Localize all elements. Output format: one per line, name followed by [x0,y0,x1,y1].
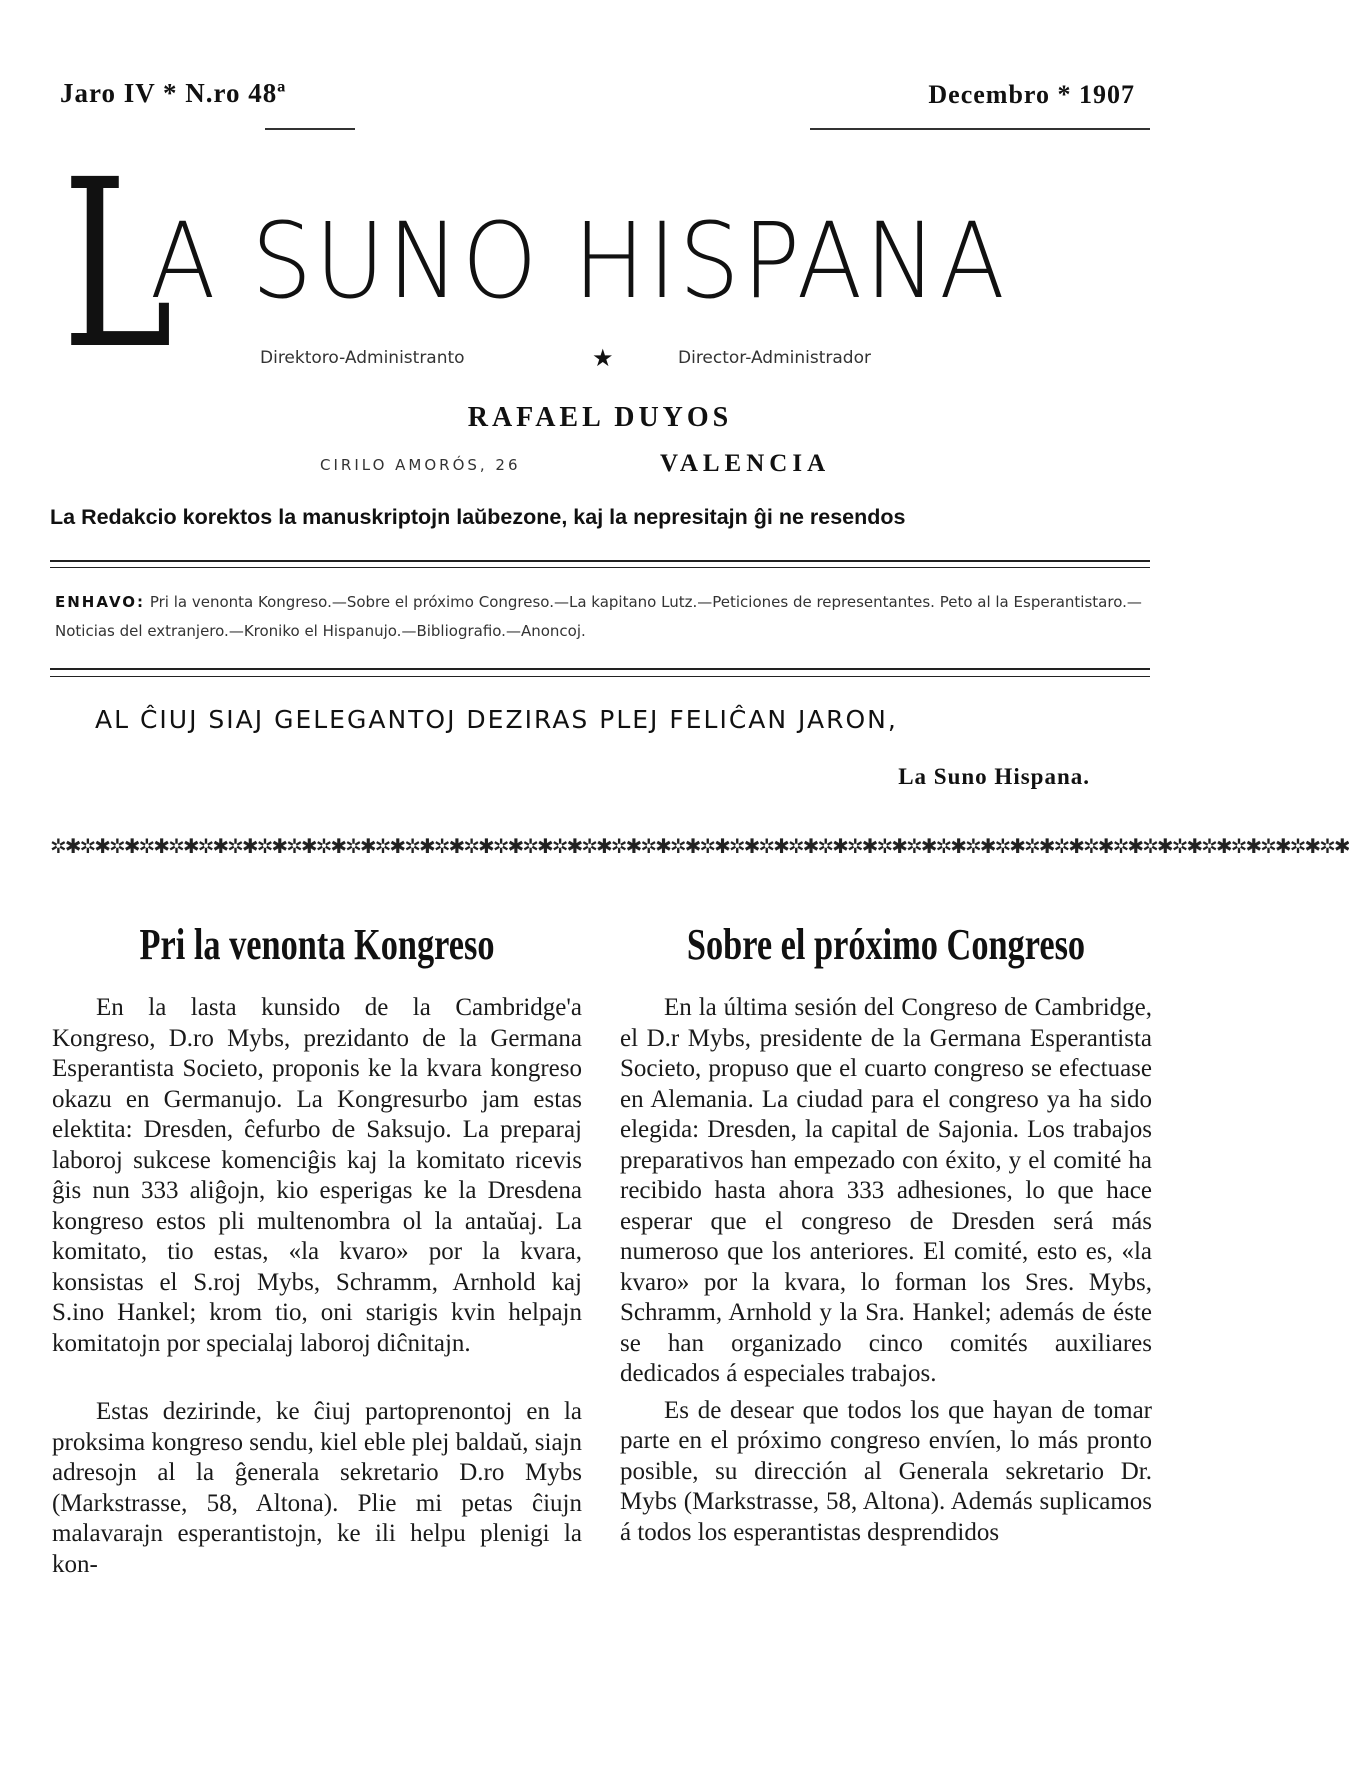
divider-rule [50,676,1150,677]
article-title: Pri la venonta Kongreso [139,920,495,969]
divider-rule [50,567,1150,568]
editor-name: RAFAEL DUYOS [467,402,733,433]
article-esperanto [52,915,582,1618]
divider-rule [50,560,1150,562]
star-icon: ★ [592,344,614,372]
editor-city: VALENCIA [660,450,831,477]
issue-date: Decembro * 1907 [928,80,1135,109]
header-underline-left [265,128,355,130]
masthead-title-text: A SUNO HISPANA [150,200,1008,322]
article-paragraph: Estas dezirinde, ke ĉiuj partoprenontoj en la proksima kongreso sendu, kiel eble plej baldaŭ, siajn adresojn al la ĝenerala sekretario D.ro Mybs (Markstrasse, 58, Altona). Plie mi petas ĉiujn malavarajn esperantistojn, ke ili helpu plenigi la kon- [52,1398,582,1578]
issue-number: Jaro IV * N.ro 48ª [60,78,287,108]
ornamental-border: ✲✱✲✱✲✱✲✱✲✱✲✱✲✱✲✱✲✱✲✱✲✱✲✱✲✱✲✱✲✱✲✱✲✱✲✱✲✱✲✱✲✱✲✱✲✱✲✱✲✱✲✱✲✱✲✱✲✱✲✱✲✱✲✱✲✱✲✱✲✱✲✱✲✱✲✱✲✱✲✱✲✱✲✱✲✱✲✱ [50,834,1349,858]
role-esperanto: Direktoro-Administranto [260,348,465,368]
header-underline-right [810,128,1150,130]
contents-text: Pri la venonta Kongreso.—Sobre el próximo Congreso.—La kapitano Lutz.—Peticiones de representantes. Peto al la Esperantistaro.—Noticias del extranjero.—Kroniko el Hispanujo.—Bibliografio.—Anoncoj. [55,593,1142,640]
article-paragraph: Es de desear que todos los que hayan de tomar parte en el próximo congreso envíen, lo más pronto posible, su dirección al Generala sekretario Dr. Mybs (Markstrasse, 58, Altona). Además suplicamos á todos los esperantistas desprendidos [620,1396,1152,1546]
greeting-signature: La Suno Hispana. [898,764,1090,789]
role-spanish: Director-Administrador [678,348,871,368]
divider-rule [50,668,1150,670]
contents-label: ENHAVO: [55,593,146,611]
editorial-notice: La Redakcio korektos la manuskriptojn laŭbezone, kaj la nepresitajn ĝi ne resendos [50,505,906,529]
article-spanish [620,915,1152,1554]
masthead-initial: L [62,130,173,400]
article-paragraph: En la lasta kunsido de la Cambridge'a Kongreso, D.ro Mybs, prezidanto de la Germana Esperantista Societo, proponis ke la kvara kongreso okazu en Germanujo. La Kongresurbo jam estas elektita: Dresden, ĉefurbo de Saksujo. La preparaj laboroj sukcese komenciĝis kaj la komitato ricevis ĝis nun 333 aliĝojn, kio esperigas ke la Dresdena kongreso estos pli multenombra ol la antaŭaj. La komitato, tio estas, «la kvaro» por la kvara, konsistas el S.roj Mybs, Schramm, Arnhold kaj S.ino Hankel; krom tio, oni starigis kvin helpajn komitatojn por specialaj laboroj diĉnitajn. [52,994,582,1357]
article-paragraph: En la última sesión del Congreso de Cambridge, el D.r Mybs, presidente de la Germana Esperantista Societo, propuso que el cuarto congreso se efectuase en Alemania. La ciudad para el congreso ya ha sido elegida: Dresden, la capital de Sajonia. Los trabajos preparativos han empezado con éxito, y el comité ha recibido hasta ahora 333 adhesiones, lo que hace esperar que el congreso de Dresden será más numeroso que los anteriores. El comité, esto es, «la kvaro» por la kvara, lo forman los Sres. Mybs, Schramm, Arnhold y la Sra. Hankel; además de éste se han organizado cinco comités auxiliares dedicados á especiales trabajos. [620,994,1152,1387]
new-year-greeting: AL ĈIUJ SIAJ GELEGANTOJ DEZIRAS PLEJ FELIĈAN JARON, [95,705,898,734]
article-title: Sobre el próximo Congreso [686,920,1086,969]
editor-address: CIRILO AMORÓS, 26 [320,456,521,474]
table-of-contents [55,588,1145,646]
